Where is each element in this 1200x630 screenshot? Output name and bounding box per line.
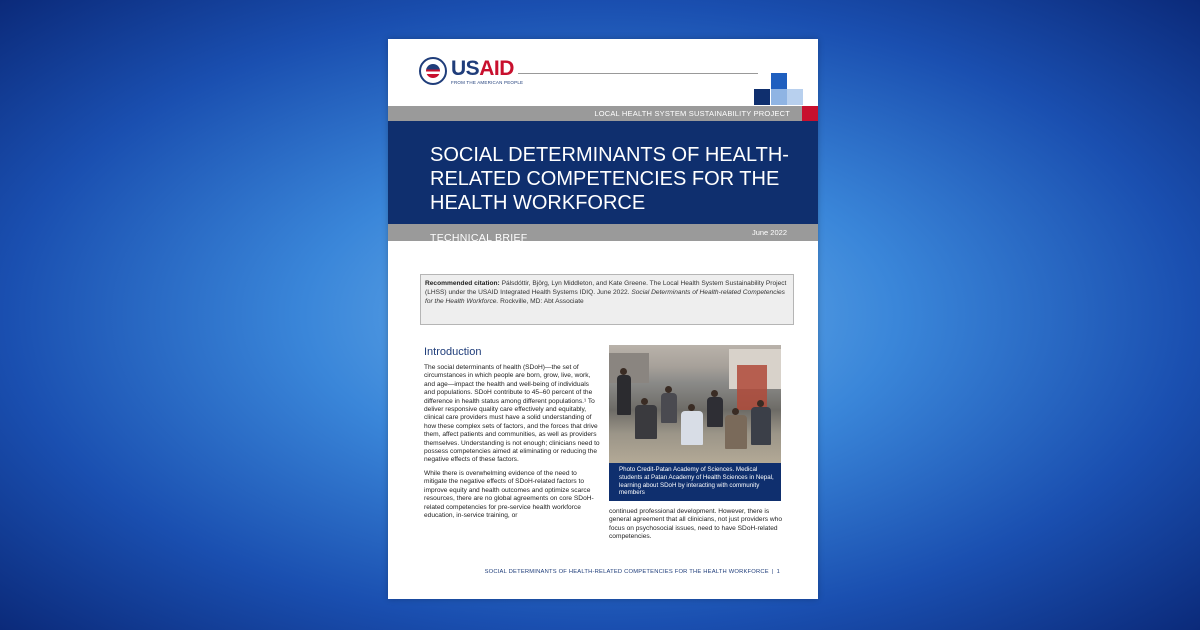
footer-text: SOCIAL DETERMINANTS OF HEALTH-RELATED COMPETENCIES FOR THE HEALTH WORKFORCE: [484, 569, 769, 575]
body-column-right: [609, 508, 785, 542]
usaid-tagline: FROM THE AMERICAN PEOPLE: [451, 79, 524, 85]
citation-title: Social Determinants of Health-related Competencies for the Health Workforce.: [425, 288, 785, 305]
header-rule: [518, 73, 758, 74]
paragraph: While there is overwhelming evidence of the need to mitigate the negative effects of SDoH-related factors to improve equity and health outcomes and optimize scarce resources, there are no global agreements on core SDoH-related competencies for pre-service health workforce education, in-service training, or: [424, 469, 594, 519]
page-number: 1: [776, 569, 780, 575]
paragraph: The social determinants of health (SDoH)—the set of circumstances in which people are born, grow, live, work, and age—impact the health and well-being of individuals and populations. SDoH contribute to 45–60 percent of the difference in health status among different populations.¹ To deliver responsive quality care effectively and equitably, clinical care providers must have a solid understanding of how these complex sets of factors, and the forces that drive them, affect patients and communities, as well as providers themselves. Understanding is not enough; clinicians need to possess competencies aimed at eliminating or reducing the negative effects of these factors.: [424, 364, 600, 464]
brief-date: June 2022: [751, 228, 787, 237]
document-page: [388, 39, 818, 599]
brief-label: TECHNICAL BRIEF: [430, 232, 528, 244]
decorative-square: [787, 89, 803, 105]
page-footer: SOCIAL DETERMINANTS OF HEALTH-RELATED COMPETENCIES FOR THE HEALTH WORKFORCE | 1: [484, 569, 780, 575]
citation-label: Recommended citation:: [425, 280, 500, 287]
section-heading: Introduction: [424, 346, 482, 358]
project-name: LOCAL HEALTH SYSTEM SUSTAINABILITY PROJECT: [594, 109, 790, 118]
accent-square: [802, 106, 818, 121]
citation-text: Pálsdóttir, Björg, Lyn Middleton, and Kate Greene. The Local Health System Sustainability Project (LHSS) under the USAID Integrated Health Systems IDIQ. June 2022.: [425, 280, 787, 296]
document-title: SOCIAL DETERMINANTS OF HEALTH-RELATED COMPETENCIES FOR THE HEALTH WORKFORCE: [430, 144, 789, 214]
paragraph: continued professional development. However, there is general agreement that all clinicians, not just providers who focus on psychosocial issues, need to have SDoH-related competencies.: [609, 508, 782, 541]
usaid-wordmark: USAID: [451, 56, 514, 80]
decorative-square: [771, 89, 787, 105]
decorative-square: [754, 89, 770, 105]
students-photo: [609, 345, 781, 463]
usaid-seal-icon: [419, 57, 447, 85]
body-column-left: [424, 364, 600, 525]
usaid-logo: [419, 57, 523, 85]
photo-caption: Photo Credit-Patan Academy of Sciences. Medical students at Patan Academy of Health Sciences in Nepal, learning about SDoH by interacting with community members: [619, 466, 774, 497]
decorative-square: [771, 73, 787, 89]
citation-publisher: Rockville, MD: Abt Associate: [500, 297, 584, 305]
citation-box: [420, 274, 794, 325]
